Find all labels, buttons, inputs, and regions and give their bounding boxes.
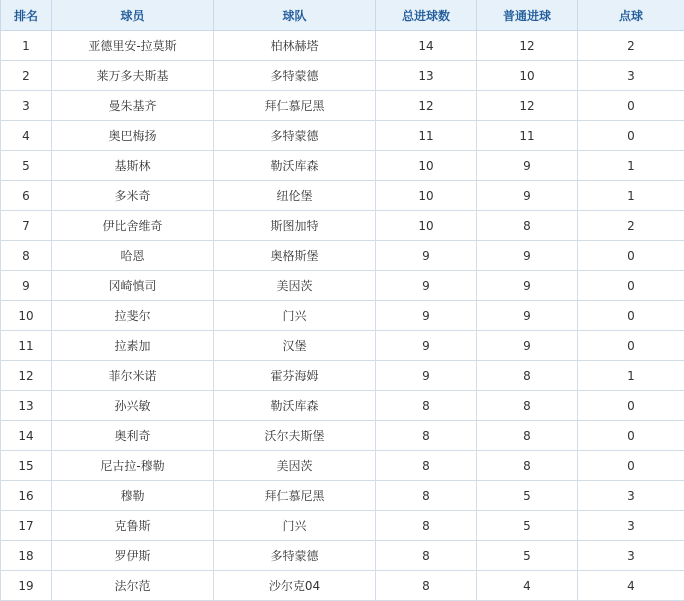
header-row (1, 0, 684, 31)
cell-rank: 19 (1, 571, 52, 601)
table-row (1, 481, 684, 511)
cell-player: 菲尔米诺 (52, 361, 214, 391)
cell-total-goals: 8 (376, 391, 477, 421)
cell-total-goals: 9 (376, 271, 477, 301)
table-row (1, 361, 684, 391)
cell-team: 门兴 (214, 511, 376, 541)
cell-total-goals: 9 (376, 361, 477, 391)
cell-penalties: 3 (578, 61, 684, 91)
cell-player: 奥巴梅扬 (52, 121, 214, 151)
cell-team: 沃尔夫斯堡 (214, 421, 376, 451)
cell-rank: 2 (1, 61, 52, 91)
cell-total-goals: 9 (376, 241, 477, 271)
cell-normal-goals: 5 (477, 481, 578, 511)
cell-rank: 1 (1, 31, 52, 61)
cell-rank: 7 (1, 211, 52, 241)
table-row (1, 211, 684, 241)
cell-player: 哈恩 (52, 241, 214, 271)
table-row (1, 511, 684, 541)
header-rank[interactable]: 排名 (1, 0, 52, 31)
cell-team: 多特蒙德 (214, 121, 376, 151)
cell-team: 门兴 (214, 301, 376, 331)
cell-normal-goals: 8 (477, 361, 578, 391)
cell-penalties: 0 (578, 421, 684, 451)
cell-total-goals: 13 (376, 61, 477, 91)
cell-total-goals: 9 (376, 331, 477, 361)
cell-normal-goals: 11 (477, 121, 578, 151)
cell-rank: 16 (1, 481, 52, 511)
cell-normal-goals: 12 (477, 31, 578, 61)
cell-player: 穆勒 (52, 481, 214, 511)
cell-total-goals: 12 (376, 91, 477, 121)
cell-normal-goals: 8 (477, 211, 578, 241)
table-body (1, 31, 684, 601)
cell-rank: 10 (1, 301, 52, 331)
header-player[interactable]: 球员 (52, 0, 214, 31)
cell-rank: 5 (1, 151, 52, 181)
cell-penalties: 3 (578, 541, 684, 571)
cell-player: 莱万多夫斯基 (52, 61, 214, 91)
table-row (1, 421, 684, 451)
cell-team: 美因茨 (214, 451, 376, 481)
cell-player: 伊比舍维奇 (52, 211, 214, 241)
cell-total-goals: 9 (376, 301, 477, 331)
cell-team: 勒沃库森 (214, 151, 376, 181)
table-row (1, 331, 684, 361)
cell-player: 拉素加 (52, 331, 214, 361)
cell-player: 基斯林 (52, 151, 214, 181)
cell-rank: 3 (1, 91, 52, 121)
cell-penalties: 0 (578, 271, 684, 301)
table-row (1, 271, 684, 301)
header-penalties[interactable]: 点球 (578, 0, 684, 31)
cell-penalties: 0 (578, 451, 684, 481)
cell-rank: 8 (1, 241, 52, 271)
cell-normal-goals: 8 (477, 421, 578, 451)
cell-rank: 6 (1, 181, 52, 211)
cell-player: 克鲁斯 (52, 511, 214, 541)
cell-player: 亚德里安-拉莫斯 (52, 31, 214, 61)
cell-rank: 12 (1, 361, 52, 391)
cell-penalties: 0 (578, 301, 684, 331)
cell-penalties: 2 (578, 211, 684, 241)
cell-team: 多特蒙德 (214, 541, 376, 571)
cell-total-goals: 10 (376, 151, 477, 181)
cell-penalties: 0 (578, 121, 684, 151)
cell-penalties: 3 (578, 511, 684, 541)
cell-penalties: 2 (578, 31, 684, 61)
cell-player: 尼古拉-穆勒 (52, 451, 214, 481)
table-row (1, 571, 684, 601)
cell-normal-goals: 9 (477, 331, 578, 361)
cell-team: 多特蒙德 (214, 61, 376, 91)
cell-penalties: 0 (578, 331, 684, 361)
cell-player: 奥利奇 (52, 421, 214, 451)
cell-player: 多米奇 (52, 181, 214, 211)
cell-player: 曼朱基齐 (52, 91, 214, 121)
cell-normal-goals: 8 (477, 451, 578, 481)
table-row (1, 31, 684, 61)
cell-penalties: 0 (578, 391, 684, 421)
cell-team: 拜仁慕尼黑 (214, 481, 376, 511)
cell-rank: 18 (1, 541, 52, 571)
table-row (1, 91, 684, 121)
table-row (1, 541, 684, 571)
cell-team: 沙尔克04 (214, 571, 376, 601)
cell-rank: 9 (1, 271, 52, 301)
header-normal-goals[interactable]: 普通进球 (477, 0, 578, 31)
cell-total-goals: 8 (376, 481, 477, 511)
cell-total-goals: 8 (376, 451, 477, 481)
cell-player: 孙兴敏 (52, 391, 214, 421)
header-total-goals[interactable]: 总进球数 (376, 0, 477, 31)
cell-total-goals: 8 (376, 541, 477, 571)
cell-rank: 4 (1, 121, 52, 151)
header-team[interactable]: 球队 (214, 0, 376, 31)
cell-team: 汉堡 (214, 331, 376, 361)
cell-normal-goals: 9 (477, 271, 578, 301)
cell-normal-goals: 12 (477, 91, 578, 121)
cell-total-goals: 8 (376, 571, 477, 601)
cell-team: 美因茨 (214, 271, 376, 301)
cell-player: 法尔范 (52, 571, 214, 601)
cell-rank: 11 (1, 331, 52, 361)
cell-team: 斯图加特 (214, 211, 376, 241)
cell-normal-goals: 5 (477, 511, 578, 541)
cell-penalties: 0 (578, 241, 684, 271)
cell-rank: 14 (1, 421, 52, 451)
cell-penalties: 1 (578, 361, 684, 391)
cell-penalties: 1 (578, 181, 684, 211)
cell-penalties: 1 (578, 151, 684, 181)
cell-rank: 15 (1, 451, 52, 481)
cell-total-goals: 11 (376, 121, 477, 151)
cell-penalties: 4 (578, 571, 684, 601)
table-header (1, 0, 684, 31)
cell-team: 奥格斯堡 (214, 241, 376, 271)
cell-team: 勒沃库森 (214, 391, 376, 421)
cell-normal-goals: 9 (477, 301, 578, 331)
cell-normal-goals: 9 (477, 151, 578, 181)
table-row (1, 301, 684, 331)
cell-team: 纽伦堡 (214, 181, 376, 211)
table-row (1, 451, 684, 481)
cell-team: 拜仁慕尼黑 (214, 91, 376, 121)
table-row (1, 151, 684, 181)
table-row (1, 181, 684, 211)
cell-total-goals: 14 (376, 31, 477, 61)
table-row (1, 391, 684, 421)
cell-normal-goals: 9 (477, 181, 578, 211)
cell-rank: 13 (1, 391, 52, 421)
cell-player: 拉斐尔 (52, 301, 214, 331)
cell-penalties: 0 (578, 91, 684, 121)
cell-penalties: 3 (578, 481, 684, 511)
cell-total-goals: 10 (376, 211, 477, 241)
table-row (1, 241, 684, 271)
table-row (1, 61, 684, 91)
cell-team: 柏林赫塔 (214, 31, 376, 61)
cell-total-goals: 8 (376, 511, 477, 541)
table-row (1, 121, 684, 151)
cell-normal-goals: 5 (477, 541, 578, 571)
cell-player: 罗伊斯 (52, 541, 214, 571)
cell-normal-goals: 4 (477, 571, 578, 601)
cell-total-goals: 10 (376, 181, 477, 211)
cell-rank: 17 (1, 511, 52, 541)
cell-total-goals: 8 (376, 421, 477, 451)
cell-player: 冈崎慎司 (52, 271, 214, 301)
cell-normal-goals: 10 (477, 61, 578, 91)
cell-normal-goals: 9 (477, 241, 578, 271)
cell-normal-goals: 8 (477, 391, 578, 421)
cell-team: 霍芬海姆 (214, 361, 376, 391)
